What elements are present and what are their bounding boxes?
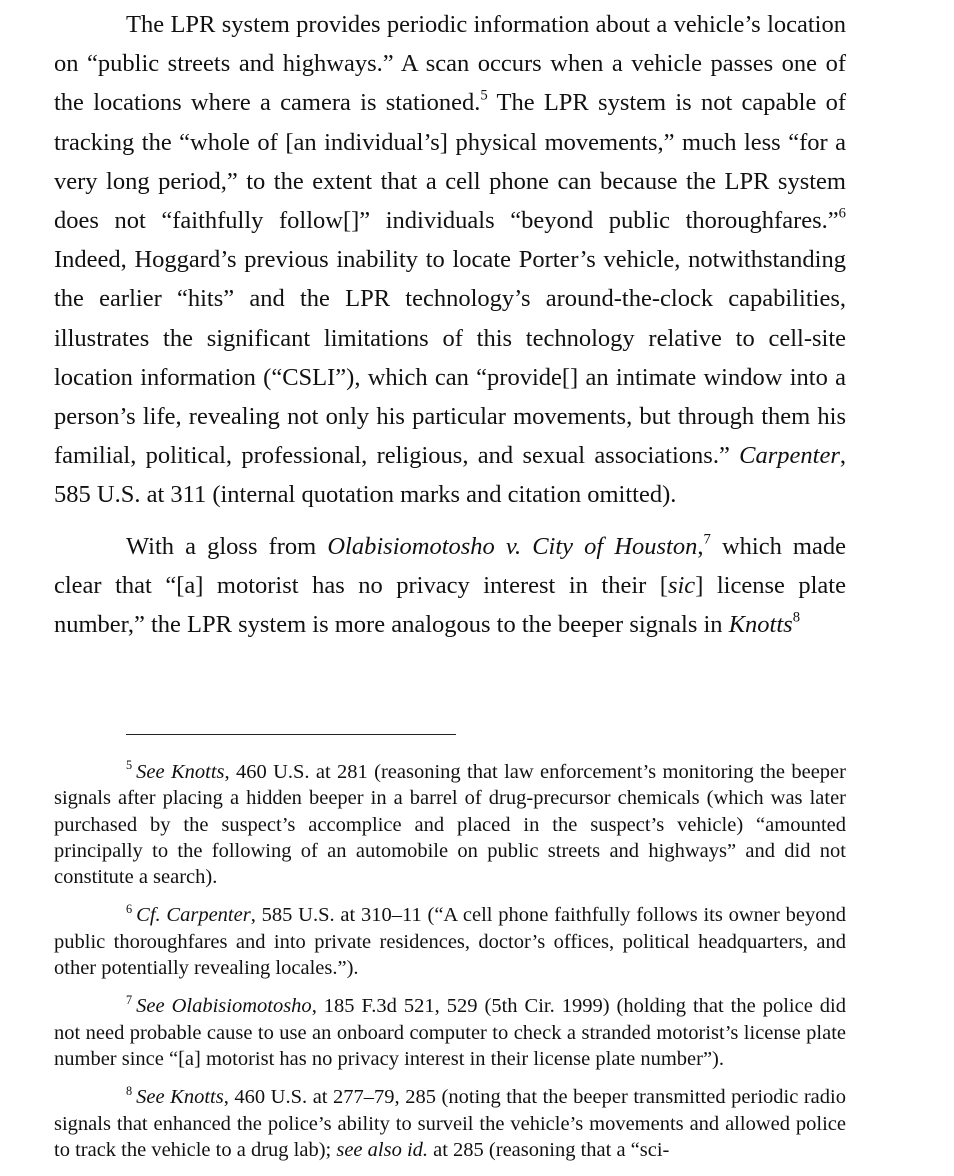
footnote-separator xyxy=(126,734,456,735)
footnote-number: 7 xyxy=(126,992,133,1007)
citation-signal: See Olabisiomotosho xyxy=(136,995,312,1018)
footnote-ref-6[interactable]: 6 xyxy=(838,205,846,222)
sic-marker: sic xyxy=(667,571,696,599)
citation-signal: Cf. Carpenter xyxy=(136,904,251,927)
footnote-7: $^7$ See Olabisiomotosho, 185 F.3d 521, 529 (5th Cir. 1999) (holding that the police did not need probable cause to use an onboard computer to check a stranded motorist’s license plate number since “[a] motorist has no privacy interest in their license plate number”). xyxy=(54,992,846,1070)
footnote-number: 6 xyxy=(126,901,133,916)
footnote-ref-7[interactable]: 7 xyxy=(703,531,711,548)
case-name: Olabisiomotosho v. City of Houston xyxy=(327,532,698,560)
main-text xyxy=(54,5,846,644)
paragraph-1: The LPR system provides periodic information about a vehicle’s location on “public streets and highways.” A scan occurs when a vehicle passes one of the locations where a camera is stationed.$^5$ The LPR system is not capable of tracking the “whole of [an individual’s] physical movements,” much less “for a very long period,” to the extent that a cell phone can because the LPR system does not “faithfully follow[]” individuals “beyond public thoroughfares.”$^6$ Indeed, Hoggard’s previous inability to locate Porter’s vehicle, notwithstanding the earlier “hits” and the LPR technology’s around-the-clock capabilities, illustrates the significant limitations of this technology relative to cell-site location information (“CSLI”), which can “provide[] an intimate window into a person’s life, revealing not only his particular movements, but through them his familial, political, professional, religious, and sexual associations.” Carpenter, 585 U.S. at 311 (internal quotation marks and citation omitted). xyxy=(54,11,847,509)
footnote-ref-5[interactable]: 5 xyxy=(480,88,488,105)
citation-signal: See Knotts xyxy=(136,1086,224,1109)
footnote-ref-8[interactable]: 8 xyxy=(792,609,801,626)
citation-signal: see also id. xyxy=(336,1138,429,1161)
paragraph-2: With a gloss from Olabisiomotosho v. City of Houston,$^7$ which made clear that “[a] motorist has no privacy interest in their [sic] license plate number,” the LPR system is more analogous to the beeper signals in Knotts$^8$ xyxy=(54,531,846,639)
footnote-5: $^5$ See Knotts, 460 U.S. at 281 (reasoning that law enforcement’s monitoring the beeper signals after placing a hidden beeper in a barrel of drug-precursor chemicals (which was later purchased by the suspect’s accomplice and placed in the suspect’s vehicle) “amounted principally to the following of an automobile on public streets and highways” and did not constitute a search). xyxy=(54,758,846,889)
footnote-6: $^6$ Cf. Carpenter, 585 U.S. at 310–11 (“A cell phone faithfully follows its owner beyond public thoroughfares and into private residences, doctor’s offices, political headquarters, and other potentially revealing locales.”). xyxy=(54,901,846,980)
case-name: Carpenter xyxy=(739,442,840,470)
footnote-8: $^8$ See Knotts, 460 U.S. at 277–79, 285 (noting that the beeper transmitted periodic radio signals that enhanced the police’s ability to surveil the vehicle’s movements and allowed police to track the vehicle to a drug lab); see also id. at 285 (reasoning that a “sci- xyxy=(54,1083,846,1161)
footnotes xyxy=(54,759,846,1163)
case-name: Knotts xyxy=(728,611,793,639)
footnote-number: 8 xyxy=(126,1083,133,1098)
footnote-number: 5 xyxy=(126,758,133,773)
citation-signal: See Knotts xyxy=(136,761,225,783)
